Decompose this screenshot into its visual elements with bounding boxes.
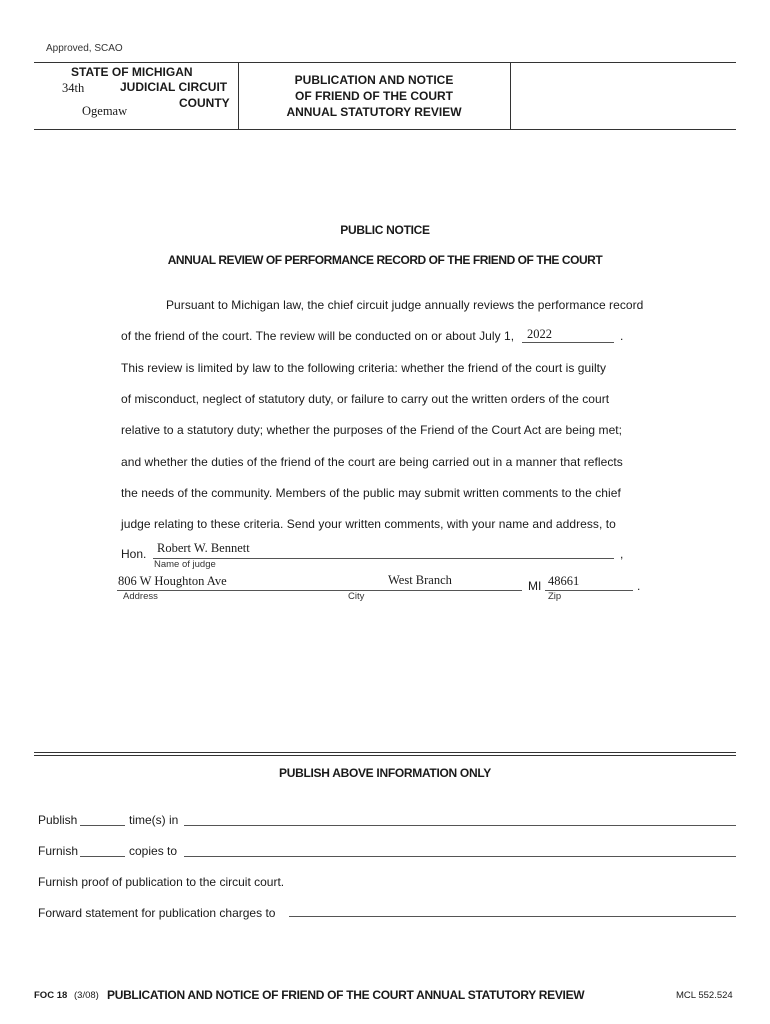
proof-line: Furnish proof of publication to the circuit court. bbox=[38, 875, 285, 889]
county-name: Ogemaw bbox=[82, 104, 128, 118]
state-name: STATE OF MICHIGAN bbox=[71, 65, 193, 79]
zip-period: . bbox=[637, 579, 641, 593]
notice-line-1: Pursuant to Michigan law, the chief circuit judge annually reviews the performance record bbox=[166, 298, 644, 312]
publish-heading: PUBLISH ABOVE INFORMATION ONLY bbox=[279, 766, 491, 780]
zip-value: 48661 bbox=[548, 574, 580, 588]
state-abbrev: MI bbox=[528, 579, 542, 593]
form-code: FOC 18 bbox=[34, 990, 68, 1001]
notice-line-5: relative to a statutory duty; whether the purposes of the Friend of the Court Act are being met; bbox=[121, 423, 623, 437]
furnish-count-field[interactable] bbox=[80, 856, 125, 857]
approved-label: Approved, SCAO bbox=[46, 43, 123, 54]
forward-line: Forward statement for publication charges to bbox=[38, 906, 276, 920]
judge-comma: , bbox=[620, 547, 624, 561]
charges-recipient-field[interactable] bbox=[289, 916, 736, 917]
notice-line-3: This review is limited by law to the following criteria: whether the friend of the court is guilty bbox=[121, 361, 607, 375]
separator-rule-top bbox=[34, 752, 736, 753]
year-underline bbox=[522, 342, 614, 343]
zip-caption: Zip bbox=[548, 591, 562, 602]
header-top-rule bbox=[34, 62, 736, 63]
notice-line-6: and whether the duties of the friend of the court are being carried out in a manner that reflects bbox=[121, 455, 623, 469]
address-caption: Address bbox=[123, 591, 158, 602]
review-year: 2022 bbox=[527, 327, 552, 341]
form-title-line3: ANNUAL STATUTORY REVIEW bbox=[286, 105, 462, 119]
hon-label: Hon. bbox=[121, 547, 147, 561]
city-caption: City bbox=[348, 591, 365, 602]
copies-to-label: copies to bbox=[129, 844, 178, 858]
year-period: . bbox=[620, 329, 624, 343]
form-revision: (3/08) bbox=[74, 990, 99, 1001]
notice-heading: PUBLIC NOTICE bbox=[340, 223, 430, 237]
header-divider-left bbox=[238, 62, 239, 129]
notice-line-2: of the friend of the court. The review will be conducted on or about July 1, bbox=[121, 329, 515, 343]
judge-name: Robert W. Bennett bbox=[157, 541, 250, 555]
notice-subheading: ANNUAL REVIEW OF PERFORMANCE RECORD OF THE FRIEND OF THE COURT bbox=[167, 253, 603, 267]
judge-caption: Name of judge bbox=[154, 559, 216, 570]
furnish-label: Furnish bbox=[38, 844, 79, 858]
city-value: West Branch bbox=[388, 573, 452, 587]
header-bottom-rule bbox=[34, 129, 736, 130]
street-address: 806 W Houghton Ave bbox=[118, 574, 227, 588]
form-title-line2: OF FRIEND OF THE COURT bbox=[295, 89, 453, 103]
address-underline bbox=[117, 590, 522, 591]
circuit-label: JUDICIAL CIRCUIT bbox=[120, 80, 228, 94]
notice-line-4: of misconduct, neglect of statutory duty, or failure to carry out the written orders of the court bbox=[121, 392, 610, 406]
notice-line-8: judge relating to these criteria. Send your written comments, with your name and address, to bbox=[121, 517, 616, 531]
copies-recipient-field[interactable] bbox=[184, 856, 736, 857]
header-divider-right bbox=[510, 62, 511, 129]
separator-rule-bottom bbox=[34, 755, 736, 756]
publish-count-field[interactable] bbox=[80, 825, 125, 826]
judge-name-underline bbox=[153, 558, 614, 559]
statute-reference: MCL 552.524 bbox=[676, 990, 733, 1001]
publish-label: Publish bbox=[38, 813, 78, 827]
form-title-line1: PUBLICATION AND NOTICE bbox=[294, 73, 454, 87]
circuit-number: 34th bbox=[62, 81, 85, 95]
footer-title: PUBLICATION AND NOTICE OF FRIEND OF THE COURT ANNUAL STATUTORY REVIEW bbox=[107, 988, 585, 1002]
times-in-label: time(s) in bbox=[129, 813, 179, 827]
notice-line-7: the needs of the community. Members of the public may submit written comments to the chief bbox=[121, 486, 621, 500]
publication-name-field[interactable] bbox=[184, 825, 736, 826]
county-label: COUNTY bbox=[179, 96, 230, 110]
